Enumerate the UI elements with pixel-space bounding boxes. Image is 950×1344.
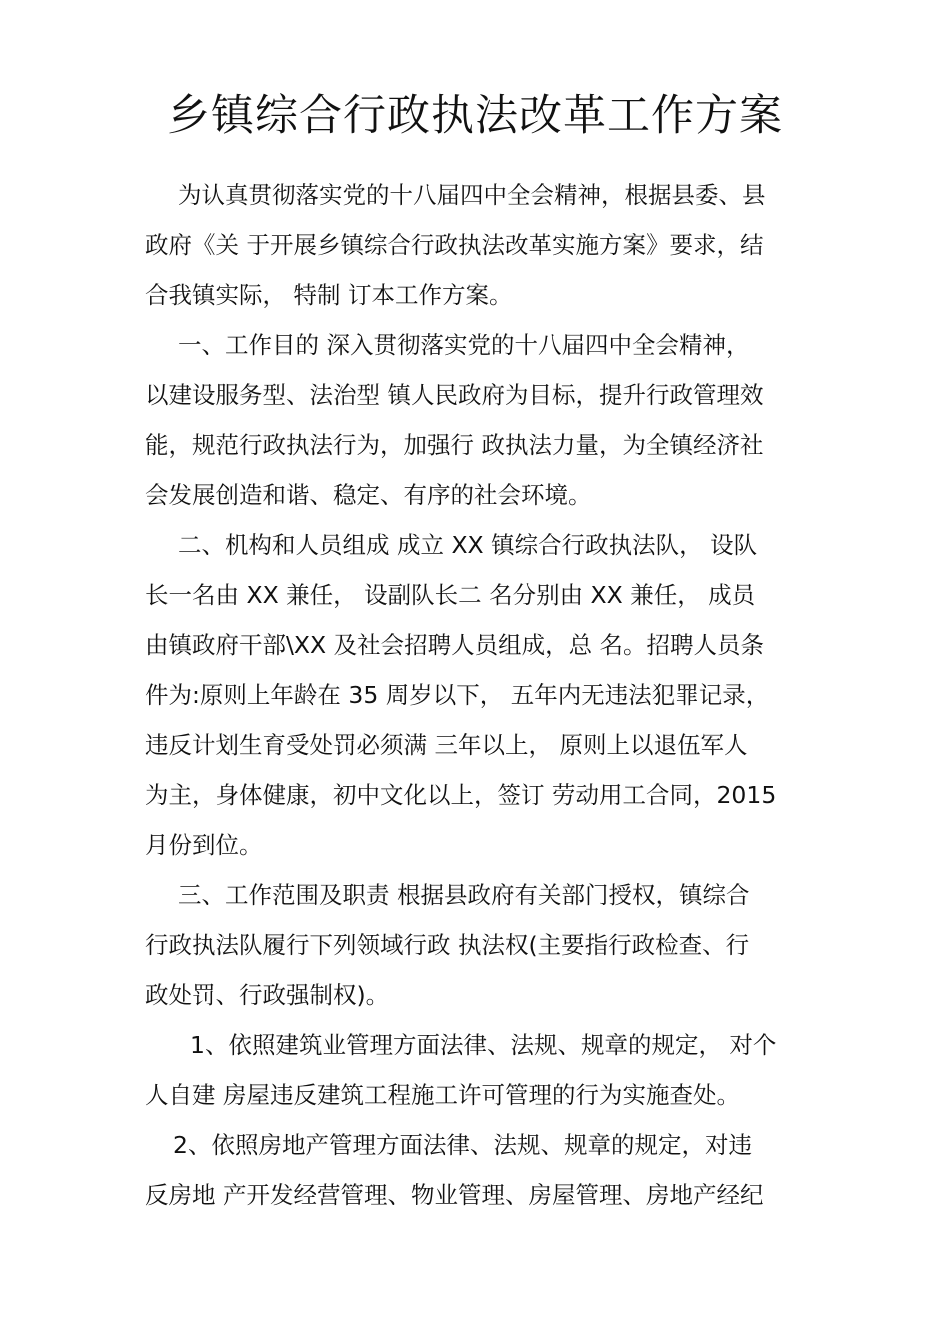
item-one-line: 人自建 房屋违反建筑工程施工许可管理的行为实施查处。	[145, 1081, 740, 1109]
item-two-line: 2、依照房地产管理方面法律、法规、规章的规定，对违	[173, 1131, 752, 1159]
section-one-line: 会发展创造和谐、稳定、有序的社会环境。	[145, 481, 592, 509]
paragraph-intro-line: 政府《关 于开展乡镇综合行政执法改革实施方案》要求，结	[145, 231, 764, 259]
section-three-line: 行政执法队履行下列领域行政 执法权(主要指行政检查、行	[145, 931, 750, 959]
paragraph-intro-line: 合我镇实际， 特制 订本工作方案。	[145, 281, 513, 309]
section-two-line: 月份到位。	[145, 831, 263, 859]
section-one-heading-line: 一、工作目的 深入贯彻落实党的十八届四中全会精神，	[178, 331, 750, 359]
paragraph-intro-line: 为认真贯彻落实党的十八届四中全会精神，根据县委、县	[178, 181, 766, 209]
section-two-heading-line: 二、机构和人员组成 成立 XX 镇综合行政执法队， 设队	[178, 531, 758, 559]
section-two-line: 由镇政府干部\XX 及社会招聘人员组成，总 名。招聘人员条	[145, 631, 765, 659]
section-two-line: 件为:原则上年龄在 35 周岁以下， 五年内无违法犯罪记录，	[145, 681, 770, 709]
section-one-line: 能，规范行政执法行为，加强行 政执法力量，为全镇经济社	[145, 431, 764, 459]
document-body	[145, 170, 825, 1220]
document-title: 乡镇综合行政执法改革工作方案	[167, 91, 783, 141]
item-one-line: 1、依照建筑业管理方面法律、法规、规章的规定， 对个	[190, 1031, 777, 1059]
section-one-line: 以建设服务型、法治型 镇人民政府为目标，提升行政管理效	[145, 381, 764, 409]
section-three-line: 政处罚、行政强制权)。	[145, 981, 390, 1009]
section-two-line: 长一名由 XX 兼任， 设副队长二 名分别由 XX 兼任， 成员	[145, 581, 756, 609]
section-three-heading-line: 三、工作范围及职责 根据县政府有关部门授权，镇综合	[178, 881, 750, 909]
section-two-line: 为主，身体健康，初中文化以上，签订 劳动用工合同，2015	[145, 781, 777, 809]
item-two-line: 反房地 产开发经营管理、物业管理、房屋管理、房地产经纪	[145, 1181, 764, 1209]
section-two-line: 违反计划生育受处罚必须满 三年以上， 原则上以退伍军人	[145, 731, 748, 759]
